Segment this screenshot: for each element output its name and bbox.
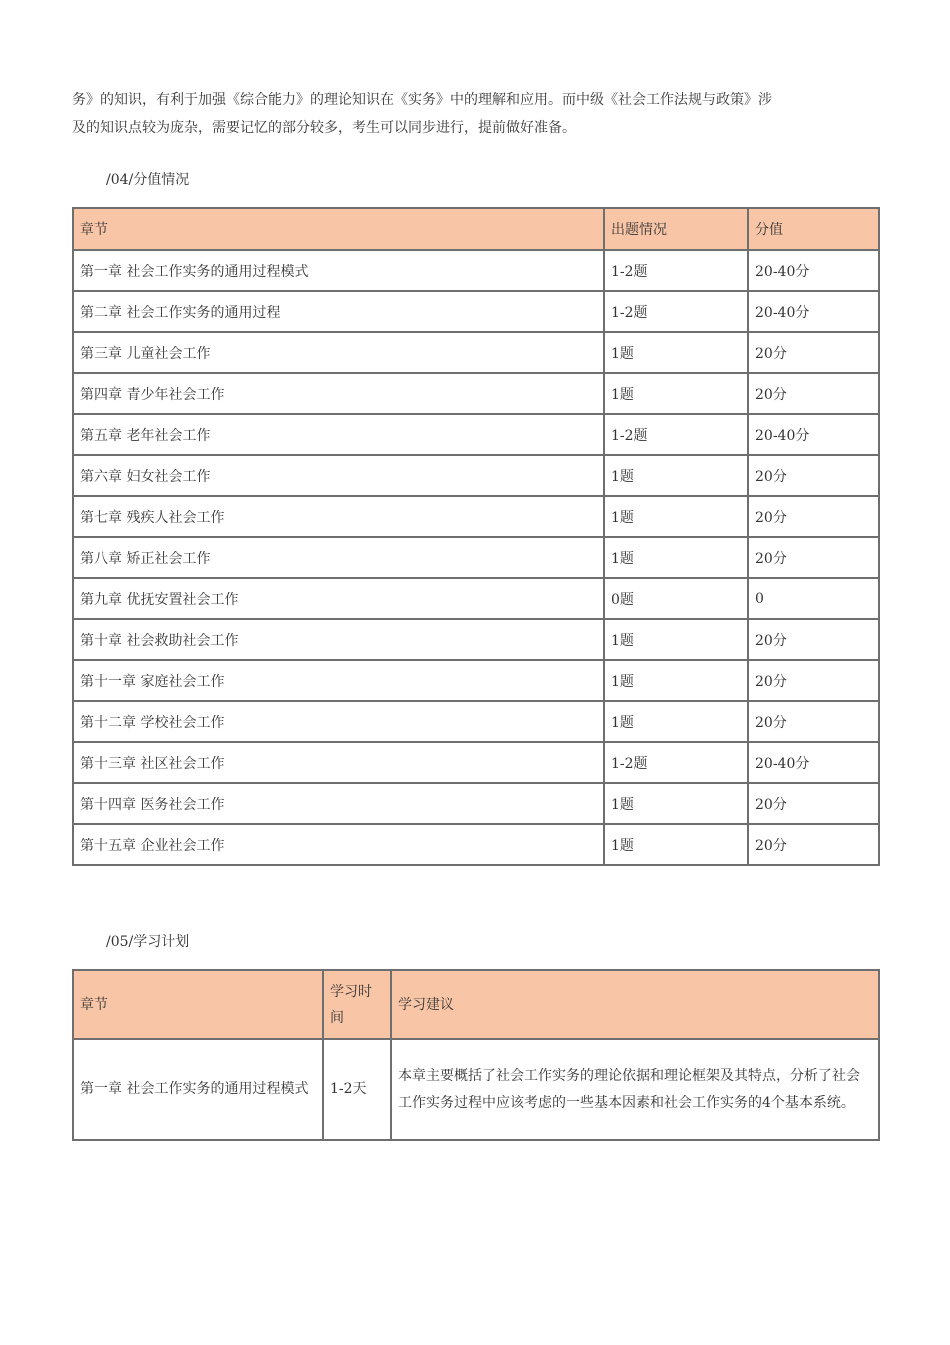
chapter-cell: 第六章 妇女社会工作 [73,455,604,496]
table-row [73,619,879,660]
questions-cell: 0题 [604,578,748,619]
plan-section-title: /05/学习计划 [106,934,190,950]
score-cell: 0 [748,578,879,619]
table-row [73,742,879,783]
score-cell: 20分 [748,824,879,865]
table-row [73,1039,879,1140]
questions-cell: 1题 [604,660,748,701]
table-row [73,332,879,373]
chapter-cell: 第十章 社会救助社会工作 [73,619,604,660]
table-row [73,578,879,619]
questions-cell: 1-2题 [604,742,748,783]
table-row [73,660,879,701]
score-cell: 20分 [748,373,879,414]
score-cell: 20-40分 [748,414,879,455]
table-row [73,414,879,455]
score-cell: 20-40分 [748,250,879,291]
score-cell: 20-40分 [748,742,879,783]
questions-cell: 1题 [604,332,748,373]
questions-cell: 1题 [604,373,748,414]
questions-cell: 1题 [604,701,748,742]
table-row [73,291,879,332]
score-table-header-row [73,208,879,250]
score-cell: 20分 [748,619,879,660]
score-cell: 20-40分 [748,291,879,332]
chapter-cell: 第五章 老年社会工作 [73,414,604,455]
questions-cell: 1题 [604,537,748,578]
header-questions: 出题情况 [604,208,748,250]
chapter-cell: 第四章 青少年社会工作 [73,373,604,414]
chapter-cell: 第三章 儿童社会工作 [73,332,604,373]
score-cell: 20分 [748,455,879,496]
header-study-time: 学习时间 [323,970,391,1039]
chapter-cell: 第十五章 企业社会工作 [73,824,604,865]
chapter-cell: 第十二章 学校社会工作 [73,701,604,742]
score-table [72,207,880,866]
score-cell: 20分 [748,701,879,742]
study-advice-cell: 本章主要概括了社会工作实务的理论依据和理论框架及其特点，分析了社会工作实务过程中应该考虑的一些基本因素和社会工作实务的4个基本系统。 [391,1039,879,1140]
questions-cell: 1题 [604,619,748,660]
intro-line-2: 及的知识点较为庞杂，需要记忆的部分较多，考生可以同步进行，提前做好准备。 [72,120,576,136]
intro-paragraph [72,86,882,142]
questions-cell: 1-2题 [604,250,748,291]
chapter-cell: 第十四章 医务社会工作 [73,783,604,824]
chapter-cell: 第九章 优抚安置社会工作 [73,578,604,619]
score-cell: 20分 [748,660,879,701]
table-row [73,701,879,742]
score-section-title: /04/分值情况 [106,172,190,188]
score-cell: 20分 [748,332,879,373]
questions-cell: 1题 [604,783,748,824]
header-chapter: 章节 [73,970,323,1039]
intro-line-1: 务》的知识，有利于加强《综合能力》的理论知识在《实务》中的理解和应用。而中级《社会工作法规与政策》涉 [72,92,772,108]
plan-table [72,969,880,1141]
questions-cell: 1-2题 [604,291,748,332]
header-chapter: 章节 [73,208,604,250]
plan-table-header-row [73,970,879,1039]
chapter-cell: 第十三章 社区社会工作 [73,742,604,783]
table-row [73,537,879,578]
chapter-cell: 第七章 残疾人社会工作 [73,496,604,537]
table-row [73,250,879,291]
table-row [73,373,879,414]
questions-cell: 1-2题 [604,414,748,455]
chapter-cell: 第十一章 家庭社会工作 [73,660,604,701]
table-row [73,455,879,496]
score-cell: 20分 [748,783,879,824]
questions-cell: 1题 [604,496,748,537]
study-time-cell: 1-2天 [323,1039,391,1140]
chapter-cell: 第八章 矫正社会工作 [73,537,604,578]
chapter-cell: 第一章 社会工作实务的通用过程模式 [73,1039,323,1140]
table-row [73,783,879,824]
score-cell: 20分 [748,496,879,537]
score-cell: 20分 [748,537,879,578]
header-study-advice: 学习建议 [391,970,879,1039]
questions-cell: 1题 [604,824,748,865]
header-score: 分值 [748,208,879,250]
questions-cell: 1题 [604,455,748,496]
table-row [73,824,879,865]
chapter-cell: 第二章 社会工作实务的通用过程 [73,291,604,332]
chapter-cell: 第一章 社会工作实务的通用过程模式 [73,250,604,291]
table-row [73,496,879,537]
